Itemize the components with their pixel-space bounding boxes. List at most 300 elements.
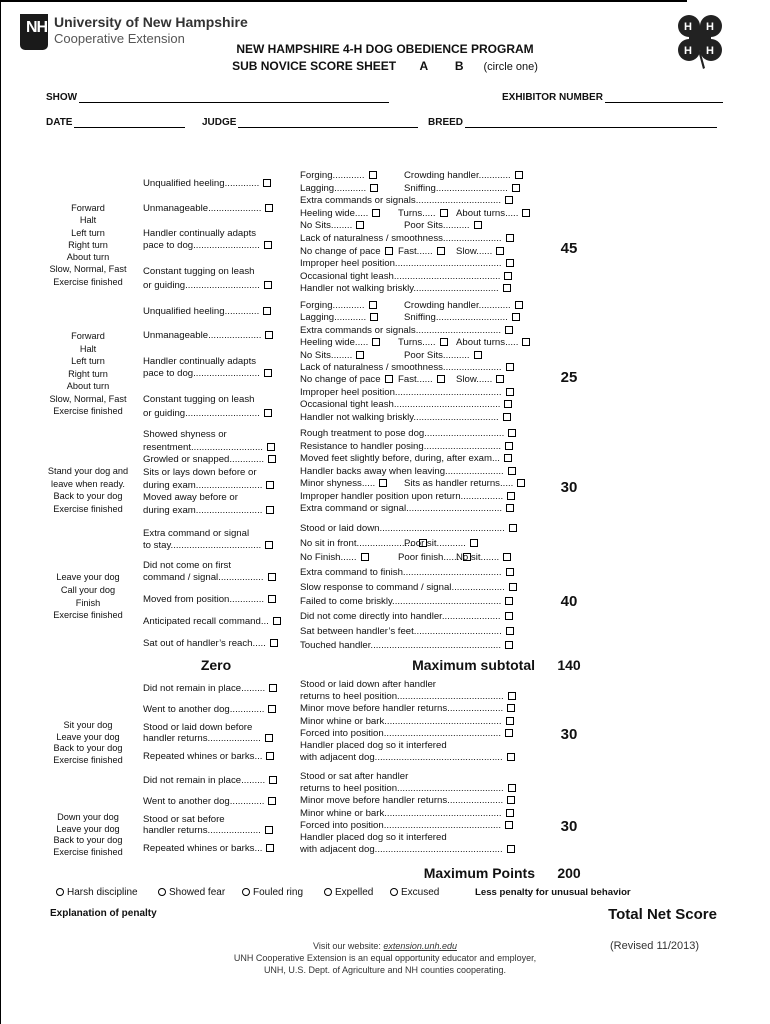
minor-item-text: Forging............ [300, 300, 365, 311]
max-points-value: 30 [560, 818, 578, 835]
checkbox-icon[interactable] [440, 338, 448, 346]
minor-item [300, 703, 515, 715]
zero-item [143, 467, 257, 480]
minor-item-text: Rough treatment to pose dog.............................. [300, 428, 505, 439]
minor-item [404, 170, 523, 183]
checkbox-icon[interactable] [508, 692, 516, 700]
checkbox-icon[interactable] [270, 639, 278, 647]
penalty-label: Expelled [335, 887, 374, 898]
checkbox-icon[interactable] [504, 272, 512, 280]
minor-item-text: No change of pace [300, 245, 381, 257]
checkbox-icon[interactable] [507, 796, 515, 804]
checkbox-icon[interactable] [507, 845, 515, 853]
checkbox-icon[interactable] [508, 784, 516, 792]
minor-item [300, 312, 378, 325]
minor-item [300, 271, 512, 284]
minor-item-text: Forced into position............................................ [300, 727, 502, 739]
checkbox-icon[interactable] [361, 553, 369, 561]
zero-item-text: Handler continually adapts [143, 228, 257, 239]
minor-item [300, 611, 513, 624]
minor-item-text: Heeling wide..... [300, 337, 369, 349]
checkbox-icon[interactable] [506, 363, 514, 371]
minor-item [300, 783, 516, 795]
minor-item [300, 808, 514, 820]
class-a-option[interactable]: A [419, 59, 429, 73]
org-subname: Cooperative Extension [54, 31, 185, 46]
penalty-option-4[interactable] [390, 887, 439, 900]
radio-icon[interactable] [56, 888, 64, 896]
zero-item-text: Showed shyness or [143, 429, 227, 440]
checkbox-icon[interactable] [496, 375, 504, 383]
zero-item-text: during exam......................... [143, 505, 263, 516]
judge-order: Exercise finished [53, 406, 123, 416]
max-points-value: 30 [560, 479, 578, 496]
checkbox-icon[interactable] [506, 568, 514, 576]
checkbox-icon[interactable] [267, 443, 275, 451]
penalty-option-0[interactable] [56, 887, 138, 900]
max-points-value: 30 [560, 726, 578, 743]
checkbox-icon[interactable] [379, 479, 387, 487]
minor-item-text: Extra command to finish..................................... [300, 567, 502, 578]
checkbox-icon[interactable] [372, 338, 380, 346]
zero-item-text: handler returns.................... [143, 825, 261, 836]
zero-item [143, 203, 273, 216]
minor-item-text: Minor whine or bark............................................ [300, 715, 502, 727]
minor-item-text: Sits as handler returns..... [404, 478, 514, 490]
checkbox-icon[interactable] [440, 209, 448, 217]
svg-text:H: H [706, 21, 714, 33]
minor-item-text: returns to heel position........................................ [300, 783, 504, 795]
breed-label: BREED [428, 117, 464, 128]
zero-item-text: Constant tugging on leash [143, 394, 255, 405]
zero-item [143, 683, 277, 696]
zero-item-text: during exam......................... [143, 480, 263, 491]
minor-item-text: returns to heel position........................................ [300, 691, 504, 703]
minor-item-text: Minor whine or bark............................................ [300, 807, 502, 819]
minor-item [300, 567, 514, 580]
minor-item [300, 220, 364, 233]
checkbox-icon[interactable] [370, 313, 378, 321]
checkbox-icon[interactable] [505, 821, 513, 829]
minor-item [300, 582, 517, 595]
minor-item [404, 538, 478, 551]
checkbox-icon[interactable] [506, 627, 514, 635]
checkbox-icon[interactable] [504, 400, 512, 408]
zero-item-text: pace to dog......................... [143, 240, 260, 251]
show-label: SHOW [46, 92, 78, 103]
checkbox-icon[interactable] [515, 171, 523, 179]
minor-item-text: Improper heel position........................................ [300, 386, 502, 398]
judge-order: leave when ready. [51, 479, 125, 489]
checkbox-icon[interactable] [269, 684, 277, 692]
checkbox-icon[interactable] [266, 844, 274, 852]
border-bottom [0, 1, 687, 2]
checkbox-icon[interactable] [506, 717, 514, 725]
checkbox-icon[interactable] [265, 331, 273, 339]
minor-item-text: About turns..... [456, 337, 519, 349]
judge-order: Back to your dog [53, 743, 123, 753]
footer-line-2: UNH Cooperative Extension is an equal opportunity educator and employer, [233, 953, 537, 963]
judge-order: Down your dog [57, 812, 119, 822]
minor-item [300, 640, 513, 653]
checkbox-icon[interactable] [385, 247, 393, 255]
zero-item-text: Went to another dog............. [143, 704, 265, 715]
checkbox-icon[interactable] [385, 375, 393, 383]
minor-item [300, 300, 377, 313]
checkbox-icon[interactable] [369, 301, 377, 309]
zero-item [143, 638, 278, 651]
revised-date: (Revised 11/2013) [610, 940, 700, 952]
minor-item [398, 208, 448, 221]
minor-item [300, 258, 514, 271]
class-b-option[interactable]: B [454, 59, 464, 73]
minor-item-text: Fast...... [398, 374, 433, 386]
checkbox-icon[interactable] [268, 595, 276, 603]
checkbox-icon[interactable] [269, 776, 277, 784]
minor-item [300, 716, 514, 728]
judge-order: Leave your dog [56, 731, 120, 742]
penalty-label: Harsh discipline [67, 887, 138, 898]
minor-item-text: No Sits........ [300, 349, 353, 361]
zero-item [143, 796, 276, 809]
minor-item [300, 795, 515, 807]
checkbox-icon[interactable] [505, 729, 513, 737]
minor-item [404, 350, 482, 363]
radio-icon[interactable] [242, 888, 250, 896]
penalty-note: Less penalty for unusual behavior [475, 887, 631, 898]
minor-item-text: Fast...... [398, 245, 433, 257]
zero-item [143, 540, 273, 553]
minor-item-text: Minor move before handler returns..................... [300, 795, 504, 807]
checkbox-icon[interactable] [509, 583, 517, 591]
zero-item-text: command / signal................. [143, 572, 264, 583]
minor-item-text: Poor sit........... [404, 537, 466, 549]
zero-item-text: Stood or laid down before [143, 722, 253, 733]
zero-item-text: Repeated whines or barks... [143, 843, 263, 854]
judge-order: Halt [79, 215, 97, 225]
minor-item [300, 428, 516, 441]
zero-item-text: Unqualified heeling............. [143, 306, 260, 317]
minor-item-text: Crowding handler............ [404, 300, 511, 311]
checkbox-icon[interactable] [263, 179, 271, 187]
zero-item-text: handler returns.................... [143, 733, 261, 744]
checkbox-icon[interactable] [474, 351, 482, 359]
zero-item [143, 560, 231, 573]
svg-text:H: H [684, 45, 692, 57]
minor-item [300, 752, 515, 764]
minor-item-text: with adjacent dog................................................ [300, 844, 503, 856]
checkbox-icon[interactable] [508, 429, 516, 437]
zero-heading: Zero [200, 657, 232, 673]
checkbox-icon[interactable] [505, 597, 513, 605]
judge-order: Leave your dog [56, 823, 120, 834]
zero-item [143, 751, 274, 764]
minor-item [300, 246, 393, 259]
zero-item-text: or guiding............................ [143, 280, 260, 291]
circle-one-note: (circle one) [483, 61, 538, 73]
minor-item-text: About turns..... [456, 207, 519, 219]
date-label: DATE [46, 117, 73, 128]
checkbox-icon[interactable] [264, 409, 272, 417]
minor-item-text: Occasional tight leash........................................ [300, 399, 501, 411]
max-points-value: 25 [560, 369, 578, 386]
minor-item-text: No sit....... [456, 552, 500, 564]
checkbox-icon[interactable] [265, 541, 273, 549]
minor-item [300, 362, 514, 375]
zero-item [143, 572, 276, 585]
checkbox-icon[interactable] [356, 351, 364, 359]
minor-item [456, 208, 530, 221]
checkbox-icon[interactable] [506, 809, 514, 817]
checkbox-icon[interactable] [508, 467, 516, 475]
penalty-option-3[interactable] [324, 887, 373, 900]
checkbox-icon[interactable] [369, 171, 377, 179]
minor-item-text: Slow...... [456, 374, 493, 386]
minor-item-text: Poor Sits.......... [404, 220, 470, 232]
minor-item-text: Sniffing........................... [404, 182, 508, 194]
max-points-value: 45 [560, 240, 578, 257]
minor-item [300, 552, 369, 565]
minor-item [456, 337, 530, 350]
minor-item-text: No Sits........ [300, 220, 353, 232]
minor-item-text: Minor move before handler returns..................... [300, 703, 504, 715]
checkbox-icon[interactable] [268, 797, 276, 805]
penalty-label: Excused [401, 887, 440, 898]
checkbox-icon[interactable] [266, 506, 274, 514]
checkbox-icon[interactable] [505, 326, 513, 334]
minor-item-text: Forging............ [300, 170, 365, 181]
checkbox-icon[interactable] [503, 413, 511, 421]
judge-order: Stand your dog and [47, 466, 129, 476]
minor-item-text: Crowding handler............ [404, 170, 511, 181]
zero-item [143, 228, 256, 241]
minor-item-text: Poor Sits.......... [404, 349, 470, 361]
judge-order: Sit your dog [63, 720, 113, 730]
judge-order: Slow, Normal, Fast [49, 264, 127, 274]
minor-item [456, 246, 504, 259]
checkbox-icon[interactable] [505, 196, 513, 204]
minor-item-text: Sniffing........................... [404, 312, 508, 324]
minor-item [300, 387, 514, 400]
minor-item [300, 208, 380, 221]
zero-item [143, 368, 272, 381]
checkbox-icon[interactable] [517, 479, 525, 487]
website-link[interactable]: extension.unh.edu [383, 941, 457, 951]
minor-item-text: Slow...... [456, 245, 493, 257]
footer-line-3: UNH, U.S. Dept. of Agriculture and NH counties cooperating. [263, 965, 507, 975]
zero-item-text: Did not come on first [143, 560, 231, 571]
checkbox-icon[interactable] [474, 221, 482, 229]
checkbox-icon[interactable] [265, 734, 273, 742]
zero-item-text: Anticipated recall command... [143, 616, 269, 627]
zero-item-text: Did not remain in place......... [143, 683, 266, 694]
judge-order: Back to your dog [53, 491, 123, 501]
checkbox-icon[interactable] [505, 442, 513, 450]
radio-icon[interactable] [324, 888, 332, 896]
minor-item-text: Heeling wide..... [300, 207, 369, 219]
checkbox-icon[interactable] [496, 247, 504, 255]
minor-item-text: Handler backs away when leaving...................... [300, 465, 504, 477]
minor-item [300, 170, 377, 183]
checkbox-icon[interactable] [372, 209, 380, 217]
checkbox-icon[interactable] [266, 481, 274, 489]
checkbox-icon[interactable] [470, 539, 478, 547]
checkbox-icon[interactable] [268, 573, 276, 581]
minor-item [300, 350, 364, 363]
zero-item [143, 266, 254, 279]
checkbox-icon[interactable] [273, 617, 281, 625]
minor-item [300, 466, 516, 479]
checkbox-icon[interactable] [505, 612, 513, 620]
minor-item-text: Lagging............ [300, 182, 367, 194]
checkbox-icon[interactable] [512, 313, 520, 321]
checkbox-icon[interactable] [506, 504, 514, 512]
checkbox-icon[interactable] [522, 209, 530, 217]
minor-item [300, 399, 512, 412]
minor-item-text: Improper handler position upon return................ [300, 490, 504, 502]
svg-text:H: H [684, 21, 692, 33]
zero-item [143, 594, 276, 607]
minor-item [398, 337, 448, 350]
minor-item-text: Lack of naturalness / smoothness...................... [300, 233, 502, 244]
minor-item [398, 374, 445, 387]
judge-order: Left turn [71, 356, 105, 366]
minor-item [398, 246, 445, 259]
zero-item-text: Sits or lays down before or [143, 467, 257, 478]
checkbox-icon[interactable] [515, 301, 523, 309]
checkbox-icon[interactable] [264, 369, 272, 377]
minor-item-text: Moved feet slightly before, during, after exam... [300, 453, 500, 465]
minor-item [300, 183, 378, 196]
zero-item-text: Growled or snapped............. [143, 454, 265, 465]
checkbox-icon[interactable] [503, 553, 511, 561]
zero-item-text: Constant tugging on leash [143, 266, 255, 277]
zero-item-text: Handler continually adapts [143, 356, 257, 367]
checkbox-icon[interactable] [265, 204, 273, 212]
checkbox-icon[interactable] [506, 234, 514, 242]
zero-item-text: resentment........................... [143, 442, 263, 453]
judge-order: Left turn [71, 228, 105, 238]
checkbox-icon[interactable] [264, 241, 272, 249]
penalty-option-1[interactable] [158, 887, 225, 900]
zero-item [143, 442, 275, 455]
checkbox-icon[interactable] [507, 753, 515, 761]
zero-item-text: Did not remain in place......... [143, 775, 266, 786]
minor-item-text: Lagging............ [300, 312, 367, 324]
minor-item [300, 728, 513, 740]
judge-order: About turn [66, 381, 110, 391]
zero-item [143, 330, 273, 343]
penalty-label: Fouled ring [253, 887, 304, 898]
minor-item-text: Turns..... [398, 207, 436, 219]
checkbox-icon[interactable] [509, 524, 517, 532]
zero-item [143, 505, 274, 518]
checkbox-icon[interactable] [265, 826, 273, 834]
minor-item-text: with adjacent dog................................................ [300, 752, 503, 764]
minor-item-text: Forced into position............................................ [300, 819, 502, 831]
checkbox-icon[interactable] [437, 375, 445, 383]
minor-item [300, 771, 408, 783]
minor-item-text: Stood or sat after handler [300, 771, 409, 782]
judge-order: Forward [71, 331, 105, 341]
minor-item [300, 374, 393, 387]
minor-item-text: Handler placed dog so it interfered [300, 740, 447, 751]
zero-item [143, 306, 271, 319]
radio-icon[interactable] [390, 888, 398, 896]
checkbox-icon[interactable] [370, 184, 378, 192]
zero-item-text: Unmanageable.................... [143, 330, 262, 341]
minor-item-text: Handler placed dog so it interfered [300, 832, 447, 843]
checkbox-icon[interactable] [268, 455, 276, 463]
checkbox-icon[interactable] [522, 338, 530, 346]
judge-order: Right turn [68, 240, 108, 250]
checkbox-icon[interactable] [507, 704, 515, 712]
judge-order: Forward [71, 203, 105, 213]
minor-item [300, 503, 514, 516]
minor-item [300, 691, 516, 703]
minor-item [300, 523, 517, 536]
checkbox-icon[interactable] [356, 221, 364, 229]
penalty-label: Showed fear [169, 887, 226, 898]
minor-item-text: Minor shyness..... [300, 478, 376, 490]
minor-item [300, 491, 515, 504]
radio-icon[interactable] [158, 888, 166, 896]
zero-item-text: Unqualified heeling............. [143, 178, 260, 189]
checkbox-icon[interactable] [506, 388, 514, 396]
program-title: NEW HAMPSHIRE 4-H DOG OBEDIENCE PROGRAM [236, 42, 534, 56]
checkbox-icon[interactable] [266, 752, 274, 760]
minor-item [300, 453, 512, 466]
judge-order: About turn [66, 252, 110, 262]
minor-item [300, 283, 511, 296]
maximum-subtotal-value: 140 [557, 657, 581, 673]
checkbox-icon[interactable] [264, 281, 272, 289]
checkbox-icon[interactable] [507, 492, 515, 500]
zero-item [143, 454, 276, 467]
zero-item-text: Extra command or signal [143, 528, 250, 539]
zero-item-text: Went to another dog............. [143, 796, 265, 807]
checkbox-icon[interactable] [506, 259, 514, 267]
judge-order: Halt [79, 344, 97, 354]
svg-text:H: H [706, 45, 714, 57]
checkbox-icon[interactable] [504, 454, 512, 462]
checkbox-icon[interactable] [503, 284, 511, 292]
judge-order: Slow, Normal, Fast [49, 394, 127, 404]
minor-item [300, 478, 387, 491]
zero-item [143, 178, 271, 191]
checkbox-icon[interactable] [263, 307, 271, 315]
org-name: University of New Hampshire [54, 14, 248, 30]
minor-item [456, 552, 511, 565]
minor-item-text: Touched handler................................................. [300, 640, 502, 652]
total-net-score: Total Net Score [608, 906, 717, 923]
penalty-option-2[interactable] [242, 887, 303, 900]
checkbox-icon[interactable] [512, 184, 520, 192]
checkbox-icon[interactable] [437, 247, 445, 255]
zero-item [143, 480, 274, 493]
zero-item-text: pace to dog......................... [143, 368, 260, 379]
maximum-subtotal-label: Maximum subtotal [412, 657, 535, 673]
zero-item-text: Repeated whines or barks... [143, 751, 263, 762]
border-left [0, 2, 1, 790]
minor-item-text: Handler not walking briskly................................ [300, 411, 499, 423]
minor-item-text: Failed to come briskly......................................... [300, 596, 502, 608]
checkbox-icon[interactable] [268, 705, 276, 713]
judge-order: Call your dog [60, 585, 116, 595]
unh-logo-icon: NH [20, 14, 48, 50]
checkbox-icon[interactable] [505, 641, 513, 649]
zero-item [143, 843, 274, 856]
